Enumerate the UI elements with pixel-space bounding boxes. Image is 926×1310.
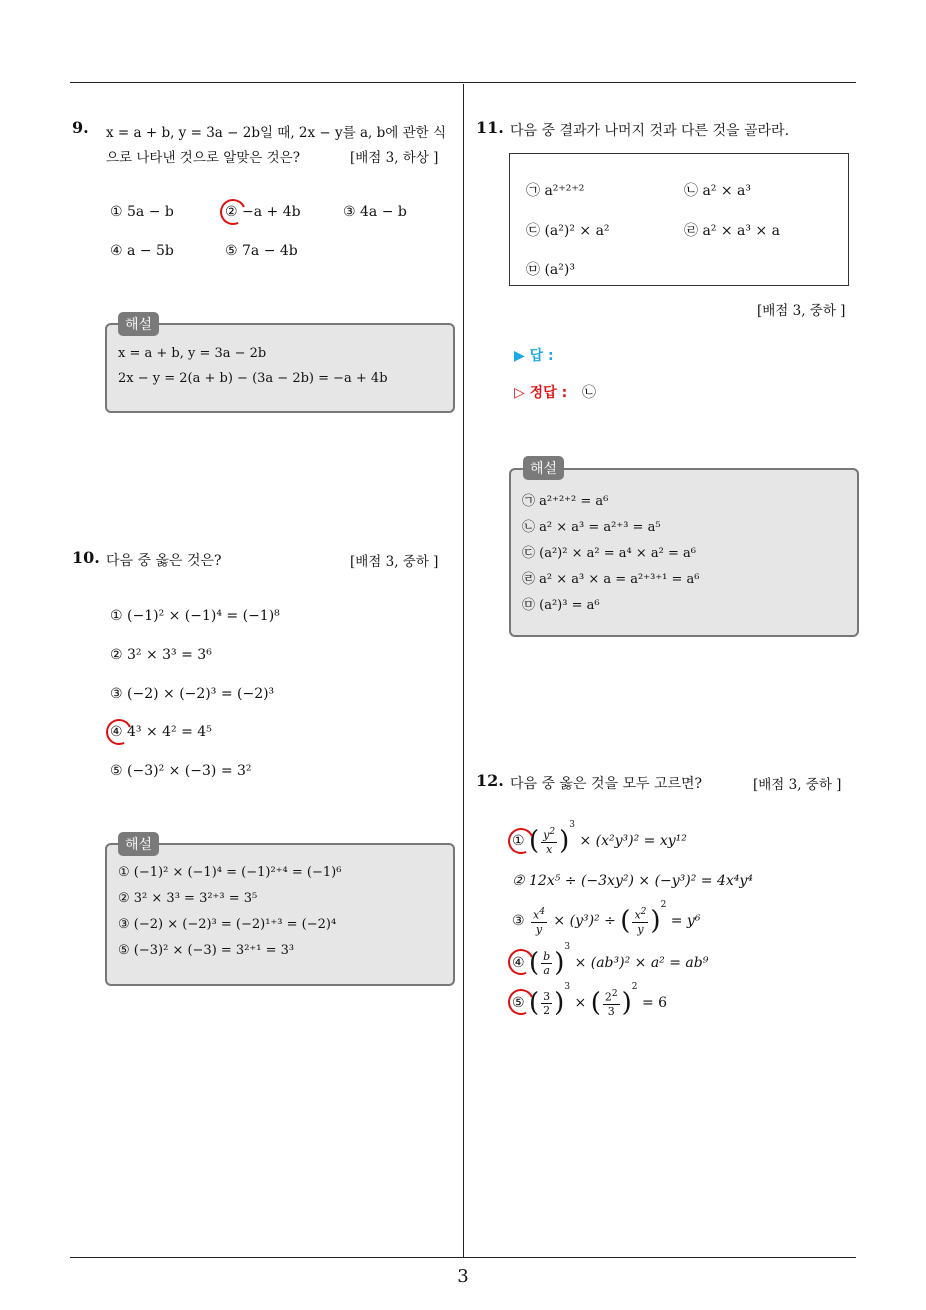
paren-left: ( — [529, 826, 540, 856]
q10-text: 다음 중 옳은 것은? — [106, 553, 222, 569]
q10-solution-line-4: ⑤ (−3)² × (−3) = 3²⁺¹ = 3³ — [118, 943, 295, 958]
q11-solution-line-5: ㉤ (a²)³ = a⁶ — [522, 598, 600, 613]
fraction-3-over-2: $\frac{3}{2}$ — [543, 989, 551, 1017]
q9-text-line1: x = a + b, y = 3a − 2b일 때, 2x − y를 a, b에 관한 식 — [106, 125, 446, 141]
fraction-b-over-a: $\frac{b}{a}$ — [543, 949, 551, 977]
q12-choice-1[interactable]: ① ( $\frac{y^2}{x}$ )$^3$ × (x²y³)² = xy¹² — [512, 820, 687, 856]
paren-right: ) — [650, 906, 661, 936]
paren-right: ) — [554, 948, 565, 978]
q11-option-e: ㉤ (a²)³ — [526, 262, 575, 278]
q10-choice-2[interactable]: ② 3² × 3³ = 3⁶ — [110, 647, 212, 663]
q9-text-line2: 으로 나타낸 것으로 알맞은 것은? — [106, 150, 300, 166]
q10-solution-line-3: ③ (−2) × (−2)³ = (−2)¹⁺³ = (−2)⁴ — [118, 917, 337, 932]
q11-option-b: ㉡ a² × a³ — [684, 183, 751, 199]
q12-score: [배점 3, 중하 ] — [753, 777, 842, 793]
q10-score: [배점 3, 중하 ] — [350, 554, 439, 570]
q11-option-c: ㉢ (a²)² × a² — [526, 223, 610, 239]
q10-solution-line-2: ② 3² × 3³ = 3²⁺³ = 3⁵ — [118, 891, 258, 906]
paren-left: ( — [620, 906, 631, 936]
q10-choice-4[interactable]: ④ 4³ × 4² = 4⁵ — [110, 724, 212, 740]
q9-solution-line-1: x = a + b, y = 3a − 2b — [118, 346, 267, 361]
q12-choice-5-rest: = 6 — [641, 995, 668, 1011]
q9-solution-tag: 해설 — [118, 312, 159, 336]
top-rule — [70, 82, 856, 83]
q11-text: 다음 중 결과가 나머지 것과 다른 것을 골라라. — [510, 123, 790, 139]
q9-choice-1[interactable]: ① 5a − b — [110, 204, 174, 220]
q12-choice-3-mid: × (y³)² ÷ — [553, 913, 616, 929]
q9-choice-5[interactable]: ⑤ 7a − 4b — [225, 243, 298, 259]
fraction-2sq-over-3: $\frac{2^2}{3}$ — [604, 989, 618, 1018]
paren-left: ( — [590, 988, 601, 1018]
q10-solution-line-1: ① (−1)² × (−1)⁴ = (−1)²⁺⁴ = (−1)⁶ — [118, 865, 342, 880]
q11-option-d: ㉣ a² × a³ × a — [684, 223, 780, 239]
q12-text: 다음 중 옳은 것을 모두 고르면? — [510, 776, 703, 792]
q9-choice-2[interactable]: ② −a + 4b — [225, 204, 301, 220]
q11-correct-value: ㉡ — [582, 385, 596, 401]
q11-solution-line-1: ㉠ a²⁺²⁺² = a⁶ — [522, 494, 609, 509]
paren-left: ( — [529, 988, 540, 1018]
q11-number: 11. — [476, 118, 504, 137]
q12-choice-5-mid: × — [574, 995, 587, 1011]
fraction-x4-over-y: $\frac{x^4}{y}$ — [533, 907, 545, 936]
q12-number: 12. — [476, 771, 504, 790]
paren-right: ) — [559, 826, 570, 856]
column-divider — [463, 84, 464, 1258]
q9-solution-line-2: 2x − y = 2(a + b) − (3a − 2b) = −a + 4b — [118, 371, 388, 386]
paren-right: ) — [554, 988, 565, 1018]
q12-choice-3-rest: = y⁶ — [670, 913, 701, 929]
q9-number: 9. — [72, 118, 89, 137]
q9-solution-box — [105, 323, 455, 413]
q10-choice-5[interactable]: ⑤ (−3)² × (−3) = 3² — [110, 763, 252, 779]
q12-choice-1-mark: ① — [512, 833, 525, 849]
bottom-rule — [70, 1257, 856, 1258]
q9-choice-3[interactable]: ③ 4a − b — [343, 204, 407, 220]
q12-choice-5[interactable]: ⑤ ( $\frac{3}{2}$ )$^3$ × ( $\frac{2^2}{3}$ )$^2$ = 6 — [512, 982, 668, 1018]
page-number: 3 — [457, 1266, 469, 1287]
q12-choice-3-mark: ③ — [512, 913, 525, 929]
q12-choice-5-mark: ⑤ — [512, 995, 525, 1011]
paren-left: ( — [529, 948, 540, 978]
paren-right: ) — [621, 988, 632, 1018]
q10-solution-tag: 해설 — [118, 832, 159, 856]
q11-solution-tag: 해설 — [523, 456, 564, 480]
q11-option-a: ㉠ a²⁺²⁺² — [526, 183, 585, 199]
q11-solution-line-4: ㉣ a² × a³ × a = a²⁺³⁺¹ = a⁶ — [522, 572, 700, 587]
q11-solution-line-2: ㉡ a² × a³ = a²⁺³ = a⁵ — [522, 520, 661, 535]
q12-choice-1-rest: × (x²y³)² = xy¹² — [579, 833, 687, 849]
fraction-x2-over-y: $\frac{x^2}{y}$ — [634, 907, 647, 936]
q11-score: [배점 3, 중하 ] — [757, 303, 846, 319]
q12-choice-3[interactable]: ③ $\frac{x^4}{y}$ × (y³)² ÷ ( $\frac{x^2}{y}$ )$^2$ = y⁶ — [512, 900, 701, 936]
q9-score: [배점 3, 하상 ] — [350, 150, 439, 166]
q12-choice-4-rest: × (ab³)² × a² = ab⁹ — [574, 955, 709, 971]
q10-answer-mark — [102, 715, 135, 748]
q10-choice-3[interactable]: ③ (−2) × (−2)³ = (−2)³ — [110, 686, 275, 702]
q10-number: 10. — [72, 548, 100, 567]
q10-choice-1[interactable]: ① (−1)² × (−1)⁴ = (−1)⁸ — [110, 608, 280, 624]
q9-choice-4[interactable]: ④ a − 5b — [110, 243, 174, 259]
q9-answer-mark — [216, 195, 249, 228]
q11-solution-line-3: ㉢ (a²)² × a² = a⁴ × a² = a⁶ — [522, 546, 696, 561]
q12-choice-4-mark: ④ — [512, 955, 525, 971]
q11-answer-label: ▶ 답 : — [514, 348, 554, 364]
q12-choice-4[interactable]: ④ ( $\frac{b}{a}$ )$^3$ × (ab³)² × a² = ab⁹ — [512, 942, 709, 978]
q11-correct-label: ▷ 정답 : — [514, 385, 568, 401]
q12-choice-2[interactable]: ② 12x⁵ ÷ (−3xy²) × (−y³)² = 4x⁴y⁴ — [512, 873, 753, 889]
fraction-y2-over-x: $\frac{y^2}{x}$ — [543, 827, 556, 856]
